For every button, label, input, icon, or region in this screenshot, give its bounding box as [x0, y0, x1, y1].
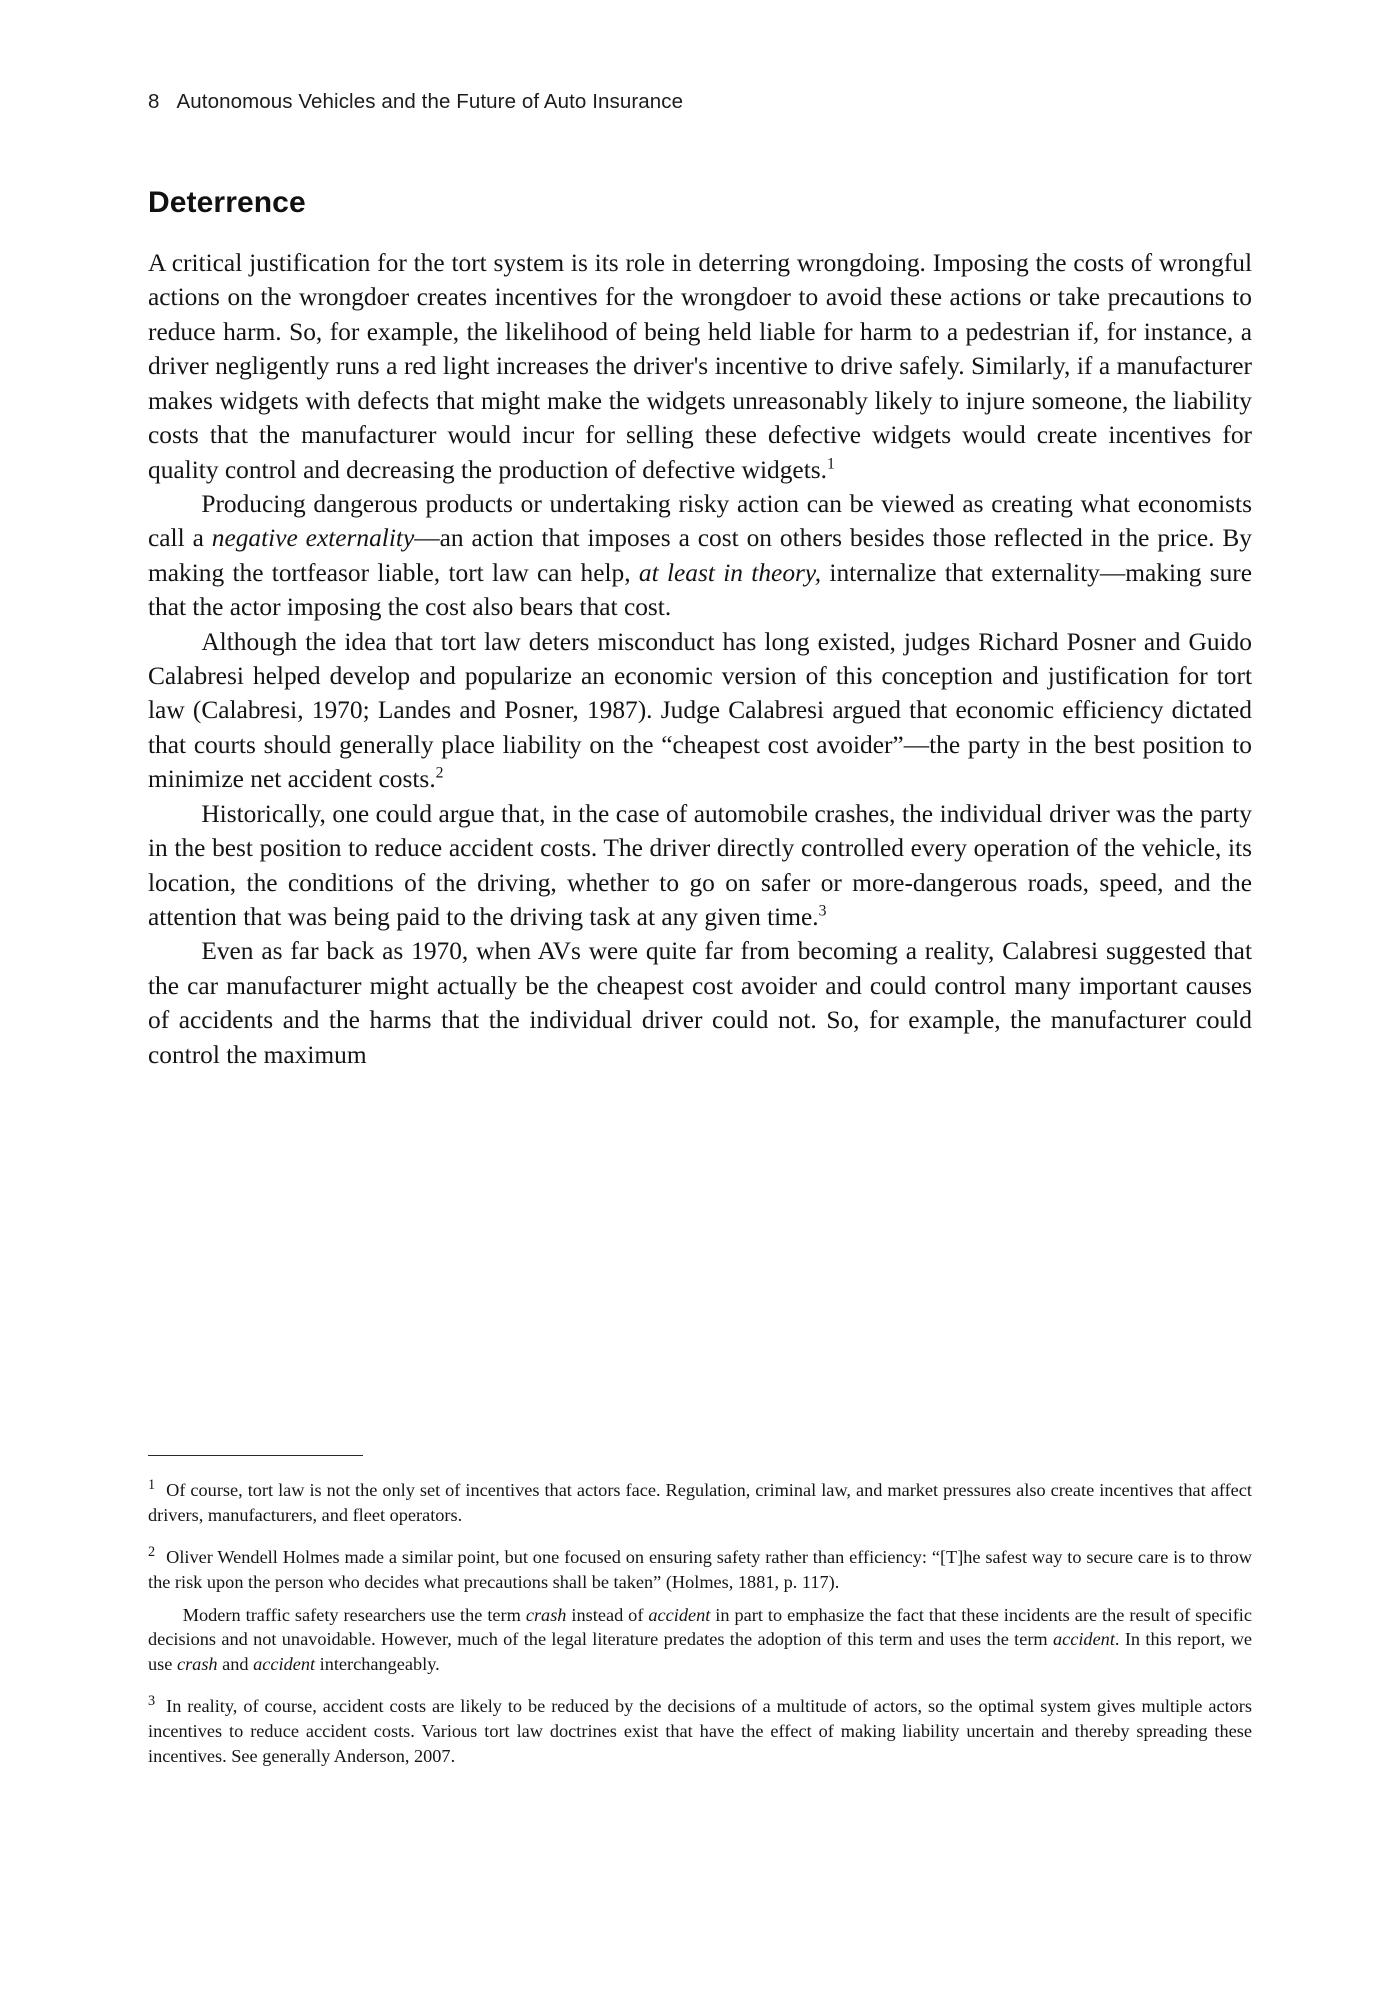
footnote-ref-2[interactable]: 2: [435, 764, 444, 782]
paragraph-5-text: Even as far back as 1970, when AVs were quite far from becoming a reality, Calabresi suggested that the car manufacturer might actually be the cheapest cost avoider and could control many important causes of accidents and the harms that the individual driver could not. So, for example, the manufacturer could control the maximum: [148, 937, 1252, 1069]
section-heading: Deterrence: [148, 186, 306, 219]
footnote-2-cont-italic-3: accident: [1052, 1629, 1115, 1650]
footnote-ref-1[interactable]: 1: [826, 455, 835, 473]
paragraph-1-text: A critical justification for the tort system is its role in deterring wrongdoing. Imposing the costs of wrongful actions on the wrongdoer creates incentives for the wrongdoer to avoid these actions or take precautions to reduce harm. So, for example, the likelihood of being held liable for harm to a pedestrian if, for instance, a driver negligently runs a red light increases the driver's incentive to drive safely. Similarly, if a manufacturer makes widgets with defects that might make the widgets unreasonably likely to injure someone, the liability costs that the manufacturer would incur for selling these defective widgets would create incentives for quality control and decreasing the production of defective widgets.: [148, 249, 1252, 484]
footnote-1: [148, 1478, 1252, 1528]
paragraph-5: [148, 934, 1252, 1072]
paragraph-3: [148, 625, 1252, 797]
paragraph-2-text-a: Producing dangerous products or undertaking risky action can be viewed as creating what economists call a: [148, 489, 1252, 553]
footnote-2-cont-italic-4: crash: [176, 1654, 218, 1675]
footnote-2-cont-text-b: instead of: [566, 1604, 649, 1625]
footnote-2: [148, 1545, 1252, 1595]
paragraph-4-text: Historically, one could argue that, in the case of automobile crashes, the individual driver was the party in the best position to reduce accident costs. The driver directly controlled every operation of the vehicle, its location, the conditions of the driving, whether to go on safer or more-dangerous roads, speed, and the attention that was being paid to the driving task at any given time.: [148, 799, 1252, 932]
footnote-area: [148, 1455, 1252, 1769]
footnote-2-text: Oliver Wendell Holmes made a similar point, but one focused on ensuring safety rather than efficiency: “[T]he safest way to secure care is to throw the risk upon the person who decides what precautions shall be taken” (Holmes, 1881, p. 117).: [148, 1546, 1252, 1592]
footnote-3-text: In reality, of course, accident costs are likely to be reduced by the decisions of a multitude of actors, so the optimal system gives multiple actors incentives to reduce accident costs. Various tort law doctrines exist that have the effect of making liability uncertain and thereby spreading these incentives. See generally Anderson, 2007.: [148, 1696, 1252, 1766]
footnote-2-number: 2: [148, 1543, 156, 1560]
paragraph-2-italic-1: negative externality: [211, 524, 415, 553]
footnote-3-number: 3: [148, 1693, 156, 1710]
footnote-2-cont-text-a: Modern traffic safety researchers use the term: [182, 1604, 526, 1625]
footnote-2-cont-italic-2: accident: [648, 1604, 711, 1625]
paragraph-1: [148, 246, 1252, 487]
paragraph-3-text: Although the idea that tort law deters misconduct has long existed, judges Richard Posner and Guido Calabresi helped develop and popularize an economic version of this conception and justification for tort law (Calabresi, 1970; Landes and Posner, 1987). Judge Calabresi argued that economic efficiency dictated that courts should generally place liability on the “cheapest cost avoider”—the party in the best position to minimize net accident costs.: [148, 627, 1252, 794]
page-content: [148, 0, 1252, 1072]
footnote-2-cont-text-d: . In this report, we use: [148, 1629, 1253, 1675]
footnote-2-cont-italic-1: crash: [525, 1604, 567, 1625]
footnote-2-cont-text-e: and: [217, 1654, 254, 1675]
page-number: 8: [148, 90, 160, 113]
footnote-3: [148, 1694, 1252, 1769]
footnote-ref-3[interactable]: 3: [818, 902, 827, 920]
footnote-2-cont-text-f: interchangeably.: [315, 1654, 440, 1675]
paragraph-2-text-c: internalize that externality—making sure that the actor imposing the cost also bears that cost.: [148, 558, 1252, 622]
paragraph-2-text-b: —an action that imposes a cost on others besides those reflected in the price. By making the tortfeasor liable, tort law can help,: [148, 524, 1252, 587]
footnote-2-cont-italic-5: accident: [253, 1654, 316, 1675]
footnote-2-continuation: [148, 1603, 1252, 1678]
running-head: [148, 90, 1252, 114]
footnote-1-number: 1: [148, 1476, 156, 1493]
footnote-separator-rule: [148, 1455, 363, 1456]
paragraph-2-italic-2: at least in theory,: [638, 558, 822, 587]
running-head-title: Autonomous Vehicles and the Future of Auto Insurance: [176, 90, 684, 113]
paragraph-4: [148, 797, 1252, 935]
footnote-2-cont-text-c: in part to emphasize the fact that these incidents are the result of specific decisions and not unavoidable. However, much of the legal literature predates the adoption of this term and uses the term: [148, 1604, 1252, 1650]
footnote-1-text: Of course, tort law is not the only set of incentives that actors face. Regulation, criminal law, and market pressures also create incentives that affect drivers, manufacturers, and fleet operators.: [148, 1480, 1252, 1525]
paragraph-2: [148, 487, 1252, 625]
